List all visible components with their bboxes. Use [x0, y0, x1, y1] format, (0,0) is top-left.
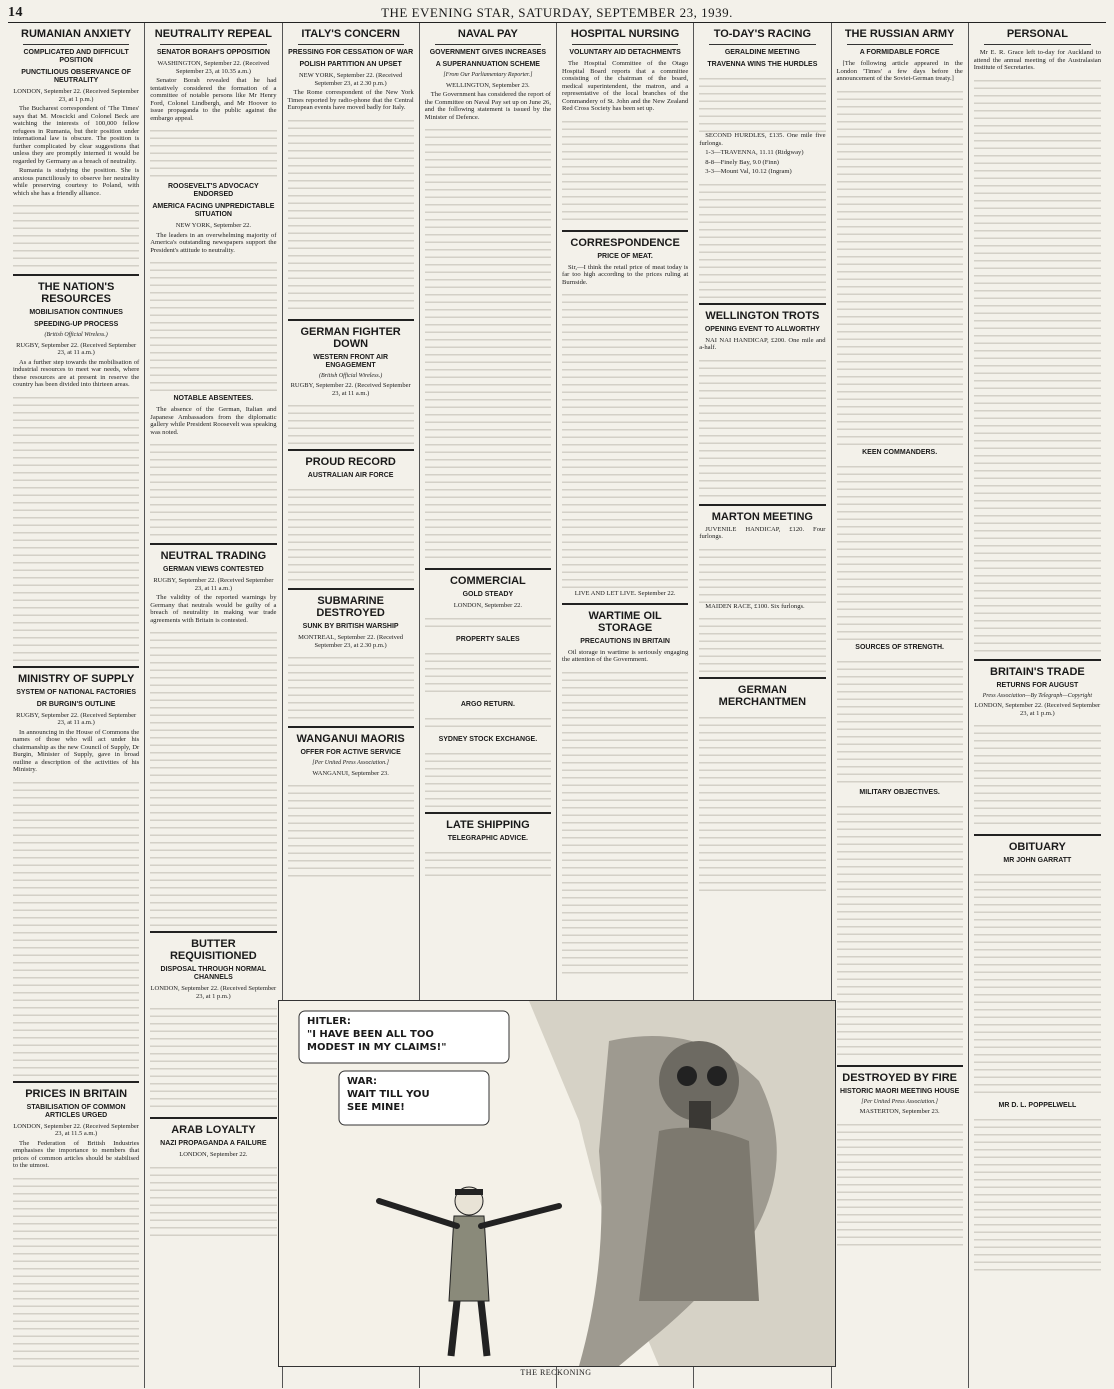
subhead: SENATOR BORAH'S OPPOSITION: [156, 49, 270, 56]
subhead: STABILISATION OF COMMON ARTICLES URGED: [26, 1103, 126, 1119]
column-2: [145, 23, 282, 1388]
headline: ITALY'S CONCERN: [301, 28, 400, 40]
source-line: Press Association—By Telegraph—Copyright: [982, 692, 1093, 699]
subhead: COMPLICATED AND DIFFICULT POSITION: [23, 49, 129, 64]
dateline: LONDON, September 22.: [179, 1151, 248, 1158]
paragraph: Mr E. R. Grace left to-day for Auckland to attend the annual meeting of the Australasian Institute of Secretaries.: [973, 49, 1101, 71]
headline: PRICES IN BRITAIN: [25, 1087, 128, 1100]
editorial-cartoon: [278, 1000, 836, 1367]
subhead: GERALDINE MEETING: [724, 49, 800, 56]
headline: NEUTRALITY REPEAL: [154, 28, 272, 40]
subhead: MILITARY OBJECTIVES.: [859, 788, 940, 796]
subhead: GOLD STEADY: [462, 591, 514, 598]
source-line: (British Official Wireless.): [318, 372, 383, 379]
letter-signature: LIVE AND LET LIVE. September 22.: [574, 590, 676, 597]
column-8: [969, 23, 1106, 1388]
dateline: RUGBY, September 22. (Received September 23, at 11 a.m.): [16, 341, 137, 356]
source-line: [Per United Press Association.]: [861, 1098, 938, 1105]
paragraph: Senator Borah revealed that he had tentatively considered the formation of a committee of notable persons like Mr Henry Ford, Colonel Lindbergh, and Mr Hoover to issue propaganda to the public against the embargo appeal.: [150, 77, 277, 122]
dateline: LONDON, September 22. (Received September 23, at 11.5 a.m.): [13, 1122, 139, 1137]
dateline: WANGANUI, September 23.: [312, 769, 389, 777]
dateline: RUGBY, September 22. (Received September 23, at 11 a.m.): [290, 382, 411, 397]
subhead: ROOSEVELT'S ADVOCACY ENDORSED: [168, 183, 259, 198]
subhead: SYDNEY STOCK EXCHANGE.: [438, 735, 538, 743]
subhead: OFFER FOR ACTIVE SERVICE: [300, 749, 401, 756]
speech-bubble-war: WAR: WAIT TILL YOU SEE MINE!: [347, 1076, 430, 1113]
subhead: TELEGRAPHIC ADVICE.: [447, 834, 528, 842]
dateline: LONDON, September 22. (Received September 23, at 1 p.m.): [13, 88, 139, 103]
headline: BRITAIN'S TRADE: [990, 665, 1085, 678]
paragraph: The Rome correspondent of the New York Times reported by radio-phone that the Central European events have moved badly for Italy.: [287, 89, 414, 111]
column-7: [832, 23, 969, 1388]
paragraph: Rumania is studying the position. She is anxious punctiliously to observe her neutrality while preserving courtesy to Poland, with which she has a friendly alliance.: [13, 167, 140, 197]
headline: DESTROYED BY FIRE: [842, 1071, 957, 1084]
paragraph: The Federation of British Industries emphasises the importance to members that prices of common articles should be stabilised to the utmost.: [13, 1139, 140, 1169]
dateline: NEW YORK, September 22. (Received September 23, at 2.30 p.m.): [298, 72, 403, 87]
dateline: MONTREAL, September 22. (Received September 23, at 2.30 p.m.): [298, 634, 404, 649]
subhead: GOVERNMENT GIVES INCREASES: [429, 49, 547, 56]
subhead: HISTORIC MAORI MEETING HOUSE: [839, 1087, 960, 1095]
headline: TO-DAY'S RACING: [713, 28, 812, 40]
subhead: SYSTEM OF NATIONAL FACTORIES: [16, 688, 137, 696]
masthead-title: THE EVENING STAR, SATURDAY, SEPTEMBER 23, 1939.: [381, 5, 733, 20]
dateline: WASHINGTON, September 22. (Received September 23, at 10.35 a.m.): [157, 60, 270, 75]
subhead: PUNCTILIOUS OBSERVANCE OF NEUTRALITY: [21, 69, 132, 84]
speech-bubble-hitler: HITLER: "I HAVE BEEN ALL TOO MODEST IN MY CLAIMS!": [307, 1016, 447, 1053]
race-result: 3-3—Mount Val, 10.12 (Ingram): [705, 168, 792, 175]
paragraph: The leaders in an overwhelming majority of America's outstanding newspapers support the President's attitude to neutrality.: [150, 231, 277, 254]
source-line: [From Our Parliamentary Reporter.]: [443, 72, 533, 78]
dateline: LONDON, September 22. (Received September 23, at 1 p.m.): [150, 985, 277, 1000]
paragraph: In announcing in the House of Commons the names of those who will act under his chairmanship as the new Council of Supply, Dr Burgin, Minister of Supply, gave in broad outline a description of the activities of his Ministry.: [13, 728, 140, 773]
subhead: WESTERN FRONT AIR ENGAGEMENT: [313, 353, 389, 369]
subhead: NAZI PROPAGANDA A FAILURE: [160, 1140, 267, 1147]
headline: CORRESPONDENCE: [570, 236, 680, 249]
paragraph: The Hospital Committee of the Otago Hospital Board reports that a committee consisting of the chairman of the board, medical superintendent, the matron, and a representative of the local branches of the Commandery of St. John and the New Zealand Red Cross Society has been set up.: [562, 60, 689, 112]
headline: OBITUARY: [1008, 841, 1066, 853]
headline: HOSPITAL NURSING: [570, 28, 680, 40]
subhead: SOURCES OF STRENGTH.: [855, 643, 944, 651]
subhead: ARGO RETURN.: [460, 700, 515, 708]
headline: THE RUSSIAN ARMY: [844, 28, 955, 40]
headline: NAVAL PAY: [457, 28, 518, 40]
subhead: GERMAN VIEWS CONTESTED: [163, 566, 264, 573]
dateline: NEW YORK, September 22.: [175, 222, 252, 229]
subhead: PRECAUTIONS IN BRITAIN: [580, 637, 670, 645]
subhead: MR JOHN GARRATT: [1003, 857, 1072, 864]
headline: COMMERCIAL: [449, 575, 526, 587]
race-result: 8-8—Finely Bay, 9.0 (Finn): [705, 158, 779, 166]
headline: THE NATION'S RESOURCES: [37, 281, 115, 305]
subhead: MR D. L. POPPELWELL: [998, 1102, 1077, 1109]
subhead: POLISH PARTITION AN UPSET: [299, 61, 402, 68]
subhead: NOTABLE ABSENTEES.: [173, 395, 254, 402]
subhead: VOLUNTARY AID DETACHMENTS: [569, 49, 681, 56]
race-title: JUVENILE HANDICAP, £120. Four furlongs.: [699, 525, 826, 540]
subhead: A FORMIDABLE FORCE: [859, 49, 940, 56]
subhead: DR BURGIN'S OUTLINE: [36, 700, 116, 708]
paragraph: [The following article appeared in the London 'Times' a few days before the announcement of the Soviet-German treaty.]: [836, 60, 963, 82]
subhead: TRAVENNA WINS THE HURDLES: [707, 61, 818, 68]
paragraph: As a further step towards the mobilisation of industrial resources to meet war needs, where these resources are at present in reserve the country has been divided into thirteen areas.: [13, 358, 140, 388]
headline: PERSONAL: [1006, 28, 1068, 40]
headline: WELLINGTON TROTS: [705, 309, 820, 322]
dateline: LONDON, September 22.: [453, 602, 522, 609]
headline: GERMAN MERCHANTMEN: [718, 684, 807, 708]
subhead: AMERICA FACING UNPREDICTABLE SITUATION: [152, 203, 275, 218]
paragraph: The Government has considered the report of the Committee on Naval Pay set up on June 26, and the following statement is issued by the Minister of Defence.: [424, 91, 551, 121]
dateline: RUGBY, September 22. (Received September 23, at 11 a.m.): [153, 577, 274, 592]
subhead: KEEN COMMANDERS.: [862, 448, 938, 456]
headline: PROUD RECORD: [305, 456, 396, 468]
dateline: RUGBY, September 22. (Received September 23, at 11 a.m.): [16, 711, 137, 726]
race-title: SECOND HURDLES, £135. One mile five furlongs.: [699, 132, 826, 147]
headline: ARAB LOYALTY: [171, 1124, 256, 1136]
race-title: NAI NAI HANDICAP, £200. One mile and a-half.: [699, 336, 826, 351]
page-number: 14: [8, 5, 23, 20]
dateline: WELLINGTON, September 23.: [446, 81, 530, 89]
headline: NEUTRAL TRADING: [160, 550, 267, 562]
subhead: OPENING EVENT TO ALLWORTHY: [704, 325, 820, 333]
cartoon-illustration: [279, 1001, 835, 1366]
subhead: SUNK BY BRITISH WARSHIP: [302, 623, 399, 630]
subhead: PRICE OF MEAT.: [597, 252, 653, 260]
cartoon-caption: THE RECKONING: [520, 1368, 592, 1377]
subhead: PRESSING FOR CESSATION OF WAR: [288, 49, 414, 56]
source-line: [Per United Press Association.]: [312, 760, 389, 766]
headline: WARTIME OIL STORAGE: [588, 609, 662, 634]
headline: WANGANUI MAORIS: [296, 733, 405, 745]
paragraph: The absence of the German, Italian and Japanese Ambassadors from the diplomatic gallery while President Roosevelt was speaking was noted.: [150, 406, 277, 436]
headline: SUBMARINE DESTROYED: [316, 595, 385, 619]
subhead: DISPOSAL THROUGH NORMAL CHANNELS: [160, 966, 267, 981]
source-line: (British Official Wireless.): [44, 332, 108, 338]
race-title: MAIDEN RACE, £100. Six furlongs.: [705, 602, 805, 610]
paragraph: The Bucharest correspondent of 'The Times' says that M. Moscicki and Colonel Beck are watching the interests of 100,000 fellow refugees in Rumania, but their position under international law is obscure. The position is further complicated by clear suggestions that unless they are promptly interned it would be regarded by Germany as a breach of neutrality.: [13, 105, 140, 165]
headline: GERMAN FIGHTER DOWN: [300, 325, 401, 350]
paragraph: Oil storage in wartime is seriously engaging the attention of the Government.: [562, 648, 689, 663]
paragraph: The validity of the reported warnings by Germany that neutrals would be guilty of a breach of neutrality in making war trade agreements with Britain is contested.: [150, 594, 277, 624]
subhead: A SUPERANNUATION SCHEME: [435, 61, 540, 68]
headline: RUMANIAN ANXIETY: [21, 28, 132, 40]
subhead: MOBILISATION CONTINUES: [29, 309, 123, 316]
masthead: [8, 4, 1106, 23]
paragraph: Sir,—I think the retail price of meat today is far too high according to the prices ruling at Burnside.: [562, 263, 689, 286]
headline: LATE SHIPPING: [446, 818, 530, 831]
headline: MARTON MEETING: [711, 510, 813, 523]
subhead: AUSTRALIAN AIR FORCE: [307, 472, 394, 479]
column-1: [8, 23, 145, 1388]
dateline: LONDON, September 22. (Received September 23, at 1 p.m.): [974, 702, 1101, 717]
headline: BUTTER REQUISITIONED: [169, 938, 257, 962]
subhead: SPEEDING-UP PROCESS: [33, 321, 119, 328]
race-result: 1-3—TRAVENNA, 11.11 (Ridgway): [705, 149, 804, 156]
subhead: RETURNS FOR AUGUST: [996, 681, 1079, 689]
dateline: MASTERTON, September 23.: [859, 1108, 940, 1115]
subhead: PROPERTY SALES: [456, 635, 520, 643]
headline: MINISTRY OF SUPPLY: [17, 672, 135, 685]
